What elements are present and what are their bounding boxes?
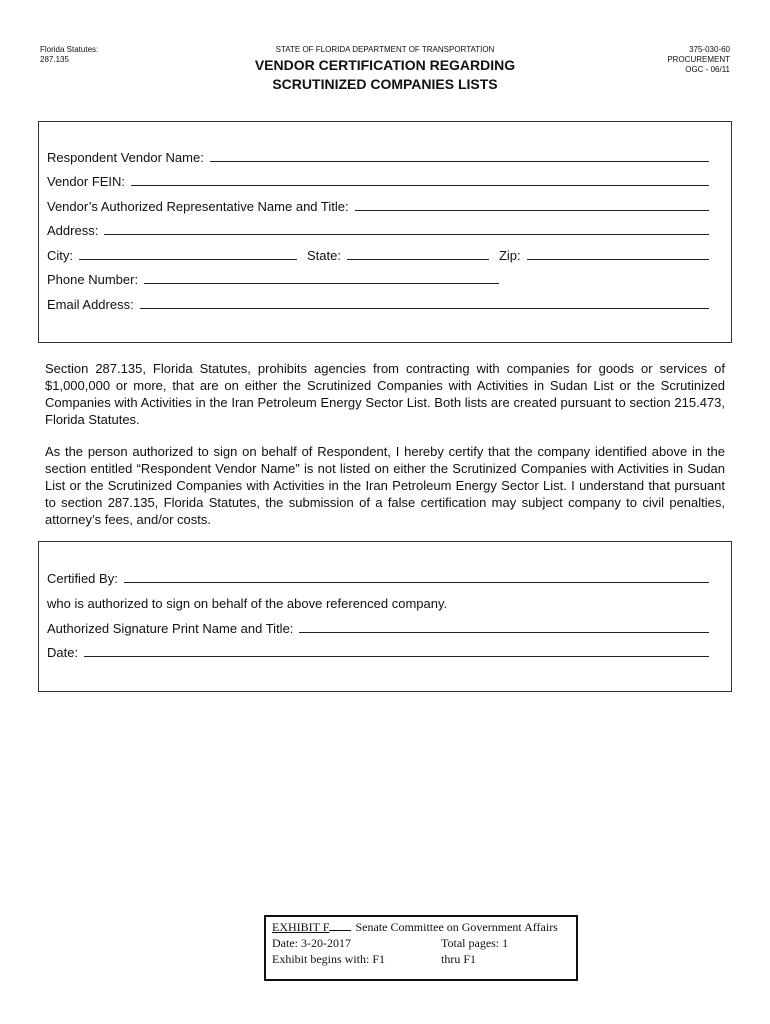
representative-row: [47, 194, 709, 214]
exhibit-total-pages: Total pages: 1: [441, 936, 509, 950]
exhibit-underline: [329, 930, 351, 931]
phone-label: Phone Number:: [47, 272, 139, 287]
vendor-name-label: Respondent Vendor Name:: [47, 150, 204, 165]
email-field[interactable]: [140, 294, 709, 309]
form-category: PROCUREMENT: [667, 55, 730, 64]
fein-row: [47, 169, 709, 189]
representative-label: Vendor’s Authorized Representative Name and Title:: [47, 199, 349, 214]
email-row: [47, 292, 709, 312]
form-revision: OGC - 06/11: [685, 65, 730, 74]
city-field[interactable]: [79, 245, 297, 260]
form-title-line1: VENDOR CERTIFICATION REGARDING: [254, 57, 516, 73]
phone-field[interactable]: [144, 269, 499, 284]
date-label: Date:: [47, 645, 79, 660]
form-title-line2: SCRUTINIZED COMPANIES LISTS: [272, 76, 498, 92]
email-label: Email Address:: [47, 297, 134, 312]
certified-by-field[interactable]: [124, 568, 709, 583]
exhibit-thru: thru F1: [441, 952, 477, 966]
vendor-name-row: [47, 145, 709, 165]
exhibit-label: EXHIBIT F: [272, 920, 330, 934]
state-label: State:: [307, 248, 341, 263]
date-field[interactable]: [84, 642, 709, 657]
exhibit-begins-with: Exhibit begins with: F1: [272, 952, 386, 966]
form-header: [160, 45, 610, 93]
vendor-info-section: [38, 121, 732, 343]
form-number: 375-030-60: [689, 45, 730, 54]
authority-statement: who is authorized to sign on behalf of the above referenced company.: [47, 596, 448, 611]
authority-statement-row: [47, 591, 709, 611]
statute-label: Florida Statutes:: [40, 45, 99, 54]
city-label: City:: [47, 248, 73, 263]
certification-section: [38, 541, 732, 692]
exhibit-committee: Senate Committee on Government Affairs: [355, 920, 558, 934]
date-row: [47, 640, 709, 660]
address-field[interactable]: [104, 220, 709, 235]
state-field[interactable]: [347, 245, 489, 260]
signature-print-field[interactable]: [299, 618, 709, 633]
zip-field[interactable]: [527, 245, 709, 260]
agency-name: STATE OF FLORIDA DEPARTMENT OF TRANSPORTATION: [275, 45, 495, 54]
certified-by-row: [47, 566, 709, 586]
certified-by-label: Certified By:: [47, 571, 118, 586]
exhibit-stamp: [264, 915, 578, 981]
exhibit-date: Date: 3-20-2017: [272, 936, 351, 950]
vendor-name-field[interactable]: [210, 147, 709, 162]
address-row: [47, 218, 709, 238]
phone-row: [47, 267, 499, 287]
signature-print-row: [47, 616, 709, 636]
statute-number: 287.135: [40, 55, 69, 64]
address-label: Address:: [47, 223, 99, 238]
signature-print-label: Authorized Signature Print Name and Title:: [47, 621, 294, 636]
exhibit-header-row: [272, 920, 558, 935]
fein-field[interactable]: [131, 171, 709, 186]
zip-label: Zip:: [498, 248, 521, 263]
statute-paragraph: Section 287.135, Florida Statutes, prohibits agencies from contracting with companies for goods or services of $1,000,000 or more, that are on either the Scrutinized Companies with Activities in Sudan List or the Scrutinized Companies with Activities in the Iran Petroleum Energy Sector List. Both lists are created pursuant to section 215.473, Florida Statutes.: [45, 361, 725, 427]
statute-reference: [40, 45, 98, 65]
certification-paragraph: As the person authorized to sign on behalf of Respondent, I hereby certify that the company identified above in the section entitled “Respondent Vendor Name” is not listed on either the Scrutinized Companies with Activities in Sudan List or the Scrutinized Companies with Activities in the Iran Petroleum Energy Sector List. I understand that pursuant to section 287.135, Florida Statutes, the submission of a false certification may subject company to civil penalties, attorney’s fees, and/or costs.: [45, 444, 725, 527]
form-identifier: [667, 45, 730, 75]
representative-field[interactable]: [355, 196, 709, 211]
fein-label: Vendor FEIN:: [47, 174, 126, 189]
city-state-zip-row: [47, 243, 709, 263]
